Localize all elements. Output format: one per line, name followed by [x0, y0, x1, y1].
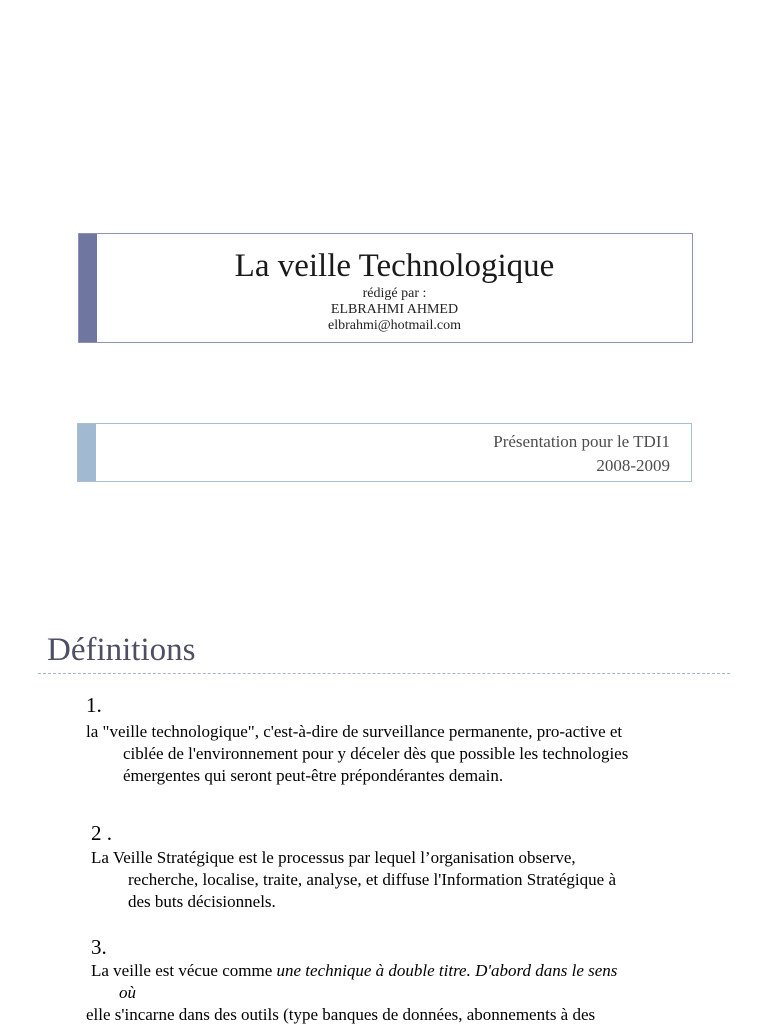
definition-1-line: ciblée de l'environnement pour y déceler dès que possible les technologies — [123, 744, 629, 763]
definition-1-line: la "veille technologique", c'est-à-dire de surveillance permanente, pro-active et — [86, 722, 623, 741]
definition-2-text — [91, 847, 731, 913]
definitions-heading: Définitions — [47, 632, 196, 668]
presentation-box — [77, 423, 692, 482]
heading-divider — [38, 673, 730, 674]
definition-2-line: recherche, localise, traite, analyse, et diffuse l'Information Stratégique à — [128, 870, 616, 889]
title-box — [78, 233, 693, 343]
definition-3-line-3: elle s'incarne dans des outils (type banques de données, abonnements à des — [86, 1005, 596, 1024]
slide-title: La veille Technologique — [234, 248, 555, 284]
author-email: elbrahmi@hotmail.com — [327, 318, 462, 333]
definition-2-number: 2 . — [91, 821, 112, 845]
author-name: ELBRAHMI AHMED — [330, 302, 459, 317]
presentation-year: 2008-2009 — [596, 456, 670, 475]
title-accent-bar — [79, 234, 97, 342]
redige-label: rédigé par : — [362, 286, 427, 301]
definition-1-text — [86, 721, 726, 787]
definition-3-text — [91, 960, 731, 1004]
definition-3-normal: La veille est vécue comme — [91, 961, 277, 980]
definition-1-line: émergentes qui seront peut-être prépondérantes demain. — [123, 766, 504, 785]
definition-3-line — [91, 960, 731, 982]
definition-1-number: 1. — [86, 693, 102, 717]
presentation-line: Présentation pour le TDI1 — [493, 432, 670, 451]
definition-3-italic-continued: où — [119, 983, 136, 1002]
presentation-accent-bar — [78, 424, 96, 481]
definition-3-italic: une technique à double titre. D'abord dans le sens — [276, 961, 618, 980]
definition-2-line: La Veille Stratégique est le processus par lequel l’organisation observe, — [91, 848, 576, 867]
definition-3-number: 3. — [91, 935, 107, 959]
definition-2-line: des buts décisionnels. — [128, 892, 276, 911]
